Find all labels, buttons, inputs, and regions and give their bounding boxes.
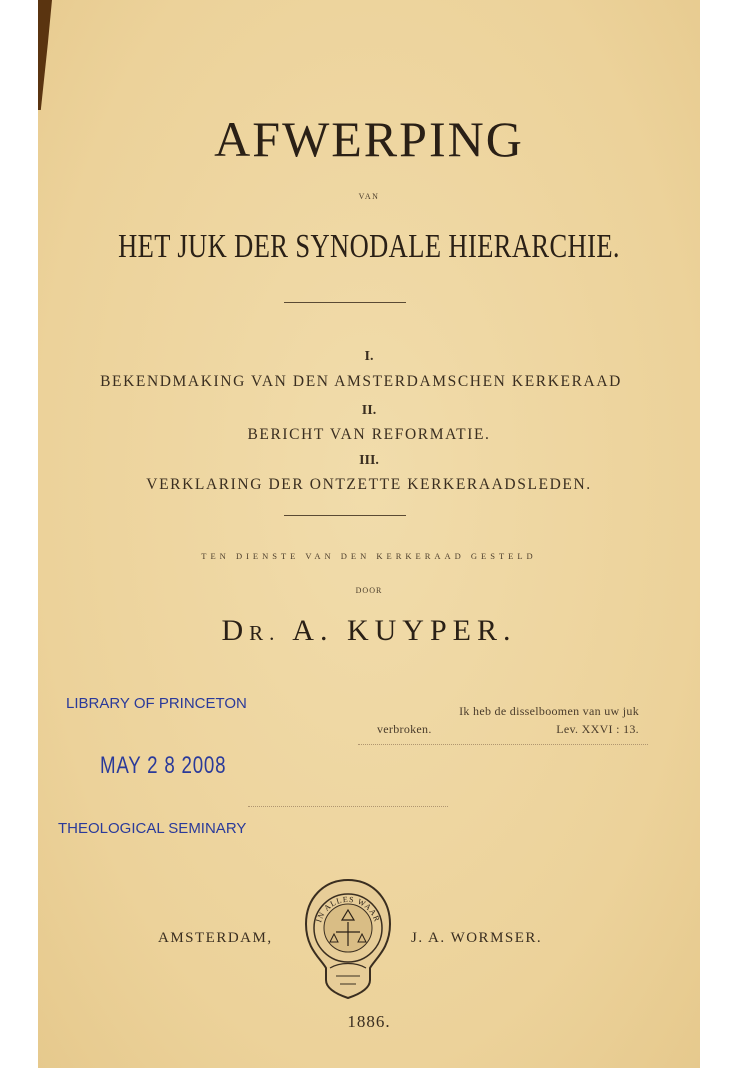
part-label-3: VERKLARING DER ONTZETTE KERKERAADSLEDEN.	[146, 476, 592, 493]
part-label-1: BEKENDMAKING VAN DEN AMSTERDAMSCHEN KERKERAAD	[100, 373, 622, 390]
book-subtitle: HET JUK DER SYNODALE HIERARCHIE.	[118, 228, 620, 265]
publisher-seal-icon	[300, 876, 396, 1000]
service-line: TEN DIENSTE VAN DEN KERKERAAD GESTELD	[201, 551, 537, 561]
library-stamp-top: LIBRARY OF PRINCETON	[66, 695, 247, 712]
epigraph-text-end: verbroken.	[377, 722, 432, 736]
book-title: AFWERPING	[214, 111, 524, 167]
part-number-3: III.	[359, 453, 379, 468]
author-prefix: DR.	[221, 614, 281, 647]
epigraph	[377, 702, 639, 738]
by-line: DOOR	[355, 586, 383, 595]
svg-text:IN ALLES WAAR: IN ALLES WAAR	[314, 894, 382, 924]
title-page	[38, 0, 700, 1068]
divider-top	[284, 302, 406, 303]
publication-year: 1886.	[347, 1012, 391, 1031]
torn-edge	[38, 0, 52, 110]
part-label-2: BERICHT VAN REFORMATIE.	[247, 426, 491, 443]
epigraph-line-2	[377, 720, 639, 738]
author-name	[38, 614, 700, 648]
epigraph-citation: Lev. XXVI : 13.	[556, 722, 639, 736]
faint-dotted-line	[358, 744, 648, 746]
part-number-1: I.	[364, 349, 374, 364]
author-surname: A. KUYPER.	[292, 614, 517, 647]
epigraph-line-1: Ik heb de disselboomen van uw juk	[459, 704, 639, 718]
library-stamp-bottom: THEOLOGICAL SEMINARY	[58, 820, 247, 837]
divider-bottom	[284, 515, 406, 516]
faint-dotted-line	[248, 806, 448, 808]
publisher-name: J. A. WORMSER.	[411, 930, 543, 946]
part-number-2: II.	[361, 403, 377, 418]
library-stamp-date: MAY 2 8 2008	[100, 752, 227, 779]
publisher-city: AMSTERDAM,	[158, 930, 273, 946]
connector-van: VAN	[358, 192, 380, 201]
